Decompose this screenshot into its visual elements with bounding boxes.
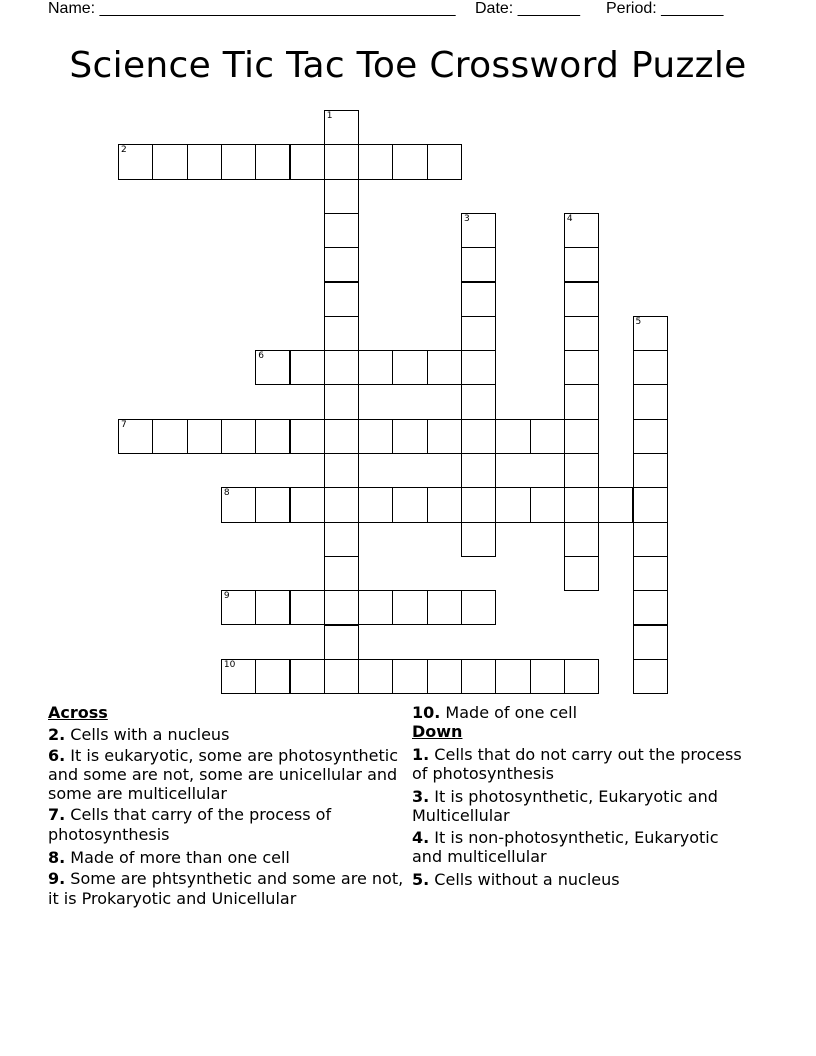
cell-number: 10: [223, 659, 236, 670]
clue-text: Cells with a nucleus: [65, 725, 230, 745]
grid-cell: [324, 282, 359, 317]
grid-cell: [324, 522, 359, 557]
grid-cell: [324, 384, 359, 419]
clue-down-4: [412, 828, 742, 867]
grid-cell: [221, 419, 256, 454]
grid-cell: [461, 350, 496, 385]
grid-cell: [324, 179, 359, 214]
clue-across-10: [412, 703, 742, 722]
grid-cell: [461, 247, 496, 282]
grid-cell: [564, 556, 599, 591]
grid-cell: [564, 419, 599, 454]
grid-cell: [221, 487, 256, 522]
grid-cell: [633, 522, 668, 557]
clue-text: Some are phtsynthetic and some are not, it is Prokaryotic and Unicellular: [48, 869, 404, 908]
grid-cell: [392, 487, 427, 522]
clue-text: Cells that do not carry out the process of photosynthesis: [412, 744, 742, 783]
grid-cell: [324, 419, 359, 454]
grid-cell: [255, 144, 290, 179]
grid-cell: [633, 625, 668, 660]
grid-cell: [358, 487, 393, 522]
grid-cell: [392, 350, 427, 385]
clue-number: 2.: [48, 725, 66, 745]
clue-number: 7.: [48, 805, 66, 825]
grid-cell: [187, 144, 222, 179]
clue-across-2: [48, 725, 408, 744]
grid-cell: [461, 316, 496, 351]
grid-cell: [324, 350, 359, 385]
cell-number: 2: [121, 145, 127, 156]
grid-cell: [564, 487, 599, 522]
grid-cell: [392, 659, 427, 694]
grid-cell: [290, 487, 325, 522]
cell-number: 6: [258, 351, 264, 362]
grid-cell: [633, 659, 668, 694]
grid-cell: [564, 453, 599, 488]
grid-cell: [530, 659, 565, 694]
cell-number: 5: [635, 316, 642, 327]
grid-cell: [633, 384, 668, 419]
clue-text: Cells that carry of the process of photosynthesis: [48, 805, 332, 844]
clue-number: 6.: [48, 745, 66, 765]
grid-cell: [461, 487, 496, 522]
grid-cell: [324, 659, 359, 694]
grid-cell: [530, 487, 565, 522]
clue-text: Made of one cell: [440, 703, 578, 722]
grid-cell: [290, 144, 325, 179]
grid-cell: [118, 419, 153, 454]
clue-text: Cells without a nucleus: [429, 870, 620, 890]
grid-cell: [461, 419, 496, 454]
clue-number: 5.: [412, 870, 430, 890]
grid-cell: [392, 144, 427, 179]
grid-cell: [564, 213, 599, 248]
grid-cell: [221, 144, 256, 179]
name-field-label: Name: ________________________________________: [48, 0, 456, 17]
grid-cell: [495, 659, 530, 694]
grid-cell: [461, 213, 496, 248]
clue-number: 3.: [412, 787, 430, 807]
grid-cell: [324, 453, 359, 488]
grid-cell: [358, 419, 393, 454]
grid-cell: [530, 419, 565, 454]
grid-cell: [118, 144, 153, 179]
grid-cell: [358, 350, 393, 385]
grid-cell: [290, 659, 325, 694]
grid-cell: [461, 384, 496, 419]
down-heading: Down: [412, 722, 463, 742]
grid-cell: [564, 350, 599, 385]
grid-cell: [427, 350, 462, 385]
grid-cell: [633, 316, 668, 351]
grid-cell: [633, 556, 668, 591]
clue-number: 4.: [412, 827, 430, 847]
grid-cell: [461, 282, 496, 317]
grid-cell: [564, 247, 599, 282]
grid-cell: [461, 590, 496, 625]
grid-cell: [324, 625, 359, 660]
cell-number: 4: [566, 213, 573, 224]
grid-cell: [290, 350, 325, 385]
clue-down-5: [412, 870, 742, 889]
period-field-label: Period: _______: [606, 0, 724, 17]
grid-cell: [564, 282, 599, 317]
grid-cell: [461, 522, 496, 557]
clue-text: It is eukaryotic, some are photosynthetic and some are not, some are unicellular and some are multicellular: [48, 745, 399, 804]
grid-cell: [324, 110, 359, 145]
clues-column-left: [48, 703, 408, 908]
date-field-label: Date: _______: [475, 0, 580, 17]
grid-cell: [324, 144, 359, 179]
grid-cell: [255, 487, 290, 522]
across-heading: Across: [48, 703, 108, 722]
grid-cell: [461, 659, 496, 694]
cell-number: 1: [326, 111, 333, 121]
grid-cell: [290, 590, 325, 625]
grid-cell: [392, 590, 427, 625]
grid-cell: [495, 487, 530, 522]
grid-cell: [324, 487, 359, 522]
grid-cell: [290, 419, 325, 454]
grid-cell: [358, 659, 393, 694]
grid-cell: [427, 659, 462, 694]
clue-number: 10.: [412, 703, 441, 722]
grid-cell: [427, 144, 462, 179]
grid-cell: [427, 590, 462, 625]
grid-cell: [255, 419, 290, 454]
clue-across-9: [48, 869, 408, 908]
page-title: Science Tic Tac Toe Crossword Puzzle: [69, 45, 747, 86]
grid-cell: [221, 659, 256, 694]
grid-cell: [324, 590, 359, 625]
grid-cell: [255, 590, 290, 625]
cell-number: 3: [464, 213, 470, 224]
clue-across-6: [48, 746, 408, 804]
clue-text: It is photosynthetic, Eukaryotic and Multicellular: [412, 787, 718, 826]
grid-cell: [324, 213, 359, 248]
grid-cell: [564, 316, 599, 351]
grid-cell: [461, 453, 496, 488]
grid-cell: [187, 419, 222, 454]
grid-cell: [564, 384, 599, 419]
grid-cell: [152, 144, 187, 179]
grid-cell: [324, 316, 359, 351]
grid-cell: [152, 419, 187, 454]
clues-column-right: [412, 703, 742, 890]
grid-cell: [255, 350, 290, 385]
grid-cell: [427, 487, 462, 522]
clue-across-8: [48, 848, 408, 867]
grid-cell: [392, 419, 427, 454]
grid-cell: [633, 419, 668, 454]
clue-number: 9.: [48, 869, 66, 889]
grid-cell: [324, 247, 359, 282]
grid-cell: [495, 419, 530, 454]
grid-cell: [598, 487, 633, 522]
clue-number: 8.: [48, 848, 66, 868]
grid-cell: [633, 453, 668, 488]
grid-cell: [255, 659, 290, 694]
cell-number: 7: [121, 419, 127, 430]
cell-number: 8: [223, 488, 230, 499]
grid-cell: [358, 144, 393, 179]
clue-text: It is non-photosynthetic, Eukaryotic and multicellular: [412, 827, 719, 867]
clue-across-7: [48, 805, 408, 844]
grid-cell: [221, 590, 256, 625]
grid-cell: [564, 522, 599, 557]
grid-cell: [633, 487, 668, 522]
grid-cell: [633, 350, 668, 385]
grid-cell: [324, 556, 359, 591]
clue-down-3: [412, 787, 742, 826]
clue-text: Made of more than one cell: [65, 848, 290, 868]
grid-cell: [564, 659, 599, 694]
clue-number: 1.: [412, 744, 430, 764]
cell-number: 9: [223, 591, 230, 602]
clue-down-1: [412, 745, 742, 784]
grid-cell: [427, 419, 462, 454]
grid-cell: [358, 590, 393, 625]
grid-cell: [633, 590, 668, 625]
